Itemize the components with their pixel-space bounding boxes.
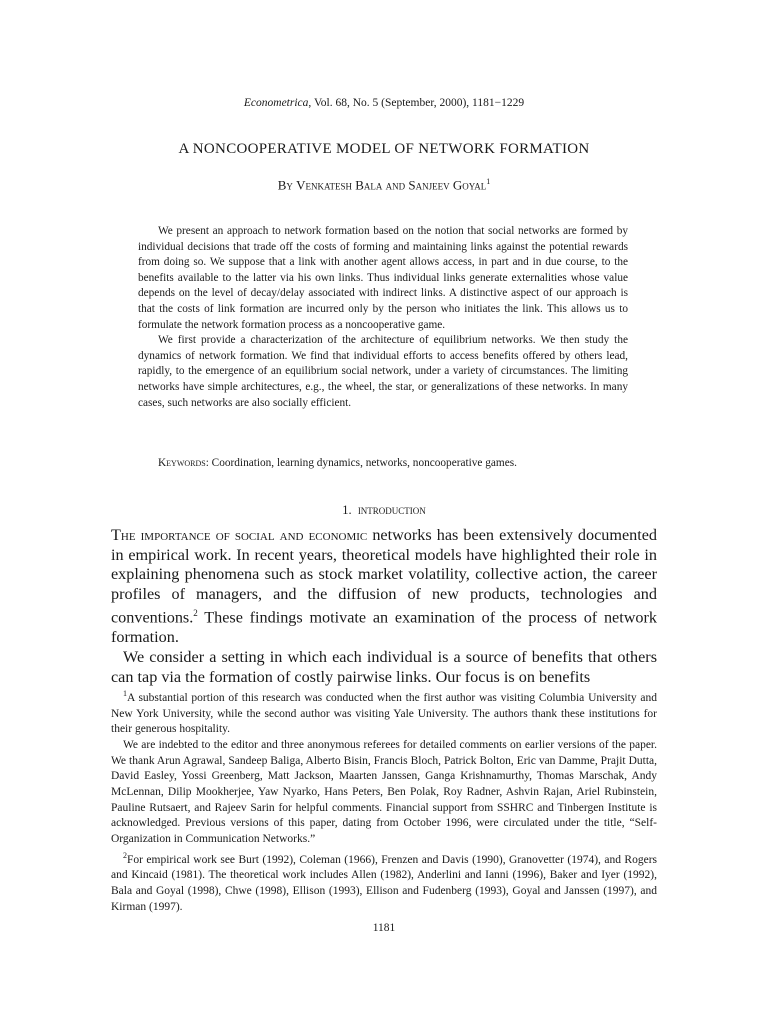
author-footnote-mark: 1	[486, 177, 491, 186]
keywords-list: Coordination, learning dynamics, networks, noncooperative games.	[208, 457, 517, 469]
footnote-ref: 2	[193, 608, 198, 619]
byline-authors: Venkatesh Bala and Sanjeev Goyal	[296, 177, 487, 193]
footnote-text: For empirical work see Burt (1992), Coleman (1966), Frenzen and Davis (1990), Granovetter (1974), and Rogers and Kincaid (1981). The theoretical work includes Allen (1982), Anderlini and Ianni (1996), Baker and Iyer (1992), Bala and Goyal (1998), Chwe (1998), Ellison (1993), Ellison and Fudenberg (1993), Goyal and Janssen (1997), and Kirman (1997).	[111, 853, 657, 913]
keywords	[158, 457, 638, 469]
abstract-paragraph: We present an approach to network formation based on the notion that social networks are formed by individual decisions that trade off the costs of forming and maintaining links against the potential rewards from doing so. We suppose that a link with another agent allows access, in part and in due course, to the benefits available to the latter via his own links. Thus individual links generate externalities whose value depends on the level of decay/delay associated with indirect links. A distinctive aspect of our approach is that the costs of link formation are incurred only by the person who initiates the link. This allows us to formulate the network formation process as a noncooperative game.	[138, 225, 628, 331]
section-heading	[0, 503, 768, 518]
page-number: 1181	[372, 922, 396, 934]
body-text	[111, 526, 657, 687]
section-number: 1.	[342, 503, 352, 517]
body-paragraph	[111, 526, 657, 648]
paper-title: A NONCOOPERATIVE MODEL OF NETWORK FORMATION	[178, 141, 590, 157]
byline-by: By	[277, 177, 293, 193]
abstract-paragraph: We first provide a characterization of the architecture of equilibrium networks. We then study the dynamics of network formation. We find that individual efforts to access benefits offered by others lead, rapidly, to the emergence of an equilibrium social network, under a variety of circumstances. The limiting networks have simple architectures, e.g., the wheel, the star, or generalizations of these networks. In many cases, such networks are also socially efficient.	[138, 334, 628, 409]
journal-volume-info: , Vol. 68, No. 5 (September, 2000), 1181−1229	[308, 97, 525, 109]
abstract	[138, 224, 628, 411]
footnote-1	[111, 686, 657, 738]
lead-in-text: The importance of social and economic	[111, 526, 368, 544]
footnote-mark: 2	[123, 850, 127, 860]
footnote-1-continued: We are indebted to the editor and three anonymous referees for detailed comments on earlier versions of the paper. We thank Arun Agrawal, Sandeep Baliga, Alberto Bisin, Francis Bloch, Patrick Bolton, Eric van Damme, Prajit Dutta, David Easley, Yossi Greenberg, Matt Jackson, Maarten Janssen, Ganga Krishnamurthy, Thomas Marschak, Andy McLennan, Dilip Mookherjee, Yaw Nyarko, Hans Peters, Ben Polak, Roy Radner, Ashvin Rajan, Ariel Rubinstein, Pauline Rutsaert, and Rajeev Sarin for helpful comments. Financial support from SSHRC and Tinbergen Institute is acknowledged. Previous versions of this paper, dating from October 1996, were circulated under the title, “Self-Organization in Communication Networks.”	[111, 738, 657, 846]
footnote-2	[111, 848, 657, 916]
byline	[0, 177, 768, 193]
body-text-span: These findings motivate an examination of the process of network formation.	[111, 608, 657, 647]
footnotes	[111, 686, 657, 916]
journal-name: Econometrica	[243, 97, 309, 109]
journal-citation	[0, 97, 768, 109]
footnote-text: A substantial portion of this research was conducted when the first author was visiting Columbia University and New York University, while the second author was visiting Yale University. The authors thank these institutions for their generous hospitality.	[111, 691, 657, 736]
body-text-span: networks has been extensively documented in empirical work. In recent years, theoretical models have highlighted their role in explaining phenomena such as stock market volatility, collective action, the career profiles of managers, and the diffusion of new products, technologies and conventions.	[111, 526, 657, 627]
section-title: introduction	[357, 503, 426, 517]
keywords-label: Keywords:	[158, 457, 209, 469]
body-paragraph: We consider a setting in which each individual is a source of benefits that others can tap via the formation of costly pairwise links. Our focus is on benefits	[111, 647, 657, 686]
footnote-mark: 1	[123, 689, 127, 698]
